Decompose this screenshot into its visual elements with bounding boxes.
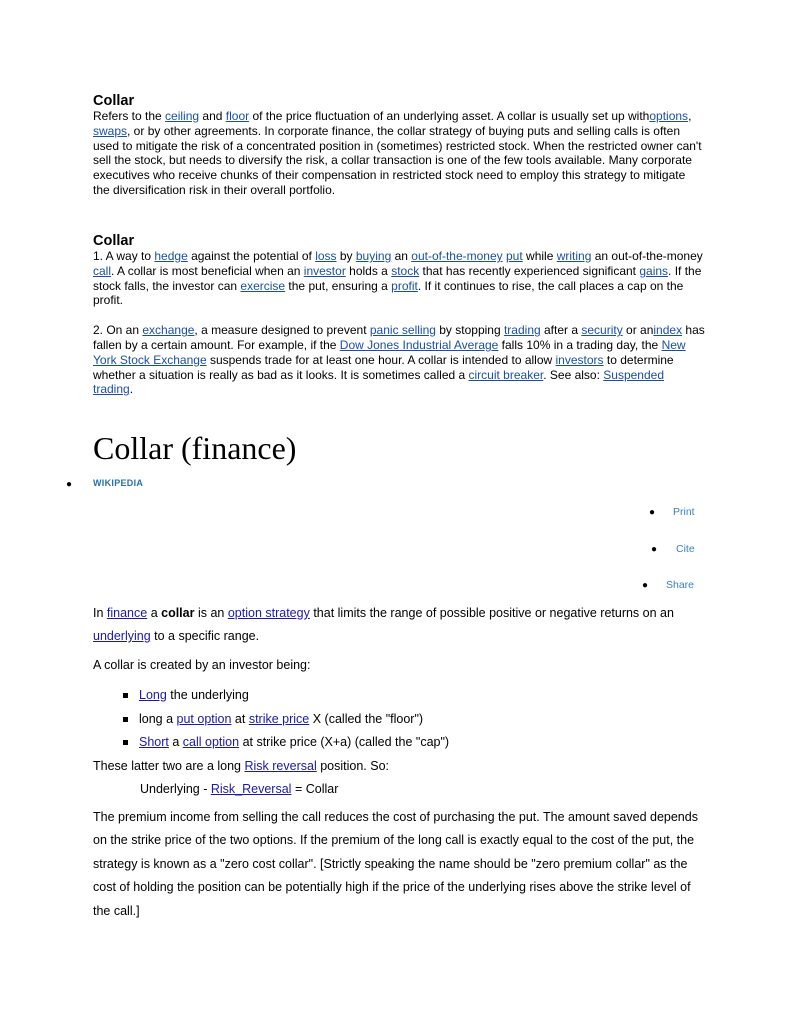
text: has fallen by a certain amount. For example, if the <box>93 323 705 352</box>
link-finance[interactable]: finance <box>106 606 148 620</box>
created-paragraph: A collar is created by an investor being: <box>93 658 311 672</box>
definition-paragraph-1 <box>93 249 705 308</box>
link-trading[interactable]: trading <box>503 323 541 338</box>
list-item <box>121 708 705 732</box>
text: , <box>688 109 692 123</box>
link-risk-reversal-formula[interactable]: Risk_Reversal <box>210 781 292 796</box>
link-investors[interactable]: investors <box>555 352 604 367</box>
link-call-option[interactable]: call option <box>182 735 240 749</box>
link-risk-reversal[interactable]: Risk reversal <box>244 758 317 773</box>
text: the underlying <box>166 688 249 702</box>
square-bullet-icon <box>123 740 128 745</box>
bullet-icon: ● <box>649 507 656 518</box>
text: the put, ensuring a <box>285 278 392 293</box>
link-circuit-breaker[interactable]: circuit breaker <box>468 367 544 382</box>
text: at <box>231 711 249 726</box>
text: by stopping <box>435 323 504 338</box>
link-option-strategy[interactable]: option strategy <box>227 606 310 620</box>
article-body <box>93 602 705 923</box>
link-out-of-the-money[interactable]: out-of-the-money <box>411 249 503 263</box>
text: after a <box>540 323 582 338</box>
text: is an <box>194 606 228 620</box>
link-gains[interactable]: gains <box>639 263 669 278</box>
link-hedge[interactable]: hedge <box>154 249 188 263</box>
formula <box>93 778 705 800</box>
text: a <box>147 606 162 620</box>
bullet-icon: ● <box>651 544 658 555</box>
text: . If it continues to rise, the call places a cap on the profit. <box>93 278 684 308</box>
position-list <box>93 684 705 755</box>
text: an out-of-the-money <box>591 249 703 263</box>
premium-paragraph: The premium income from selling the call reduces the cost of purchasing the put. The amount saved depends on the strike price of the two options. If the premium of the long call is exactly equal to the cost of the put, the strategy is known as a "zero cost collar". [Strictly speaking the name should be "zero premium collar" as the cost of holding the position can be potentially high if the price of the underlying rises above the strike level of the call.] <box>93 809 698 918</box>
text: to determine whether a situation is really as bad as it looks. It is sometimes called a <box>93 352 674 382</box>
text: In <box>93 606 107 620</box>
text: . <box>129 382 134 397</box>
text: position. So: <box>316 758 389 773</box>
link-djia[interactable]: Dow Jones Industrial Average <box>339 337 499 352</box>
text: 2. On an <box>93 323 143 338</box>
link-strike-price[interactable]: strike price <box>248 711 310 726</box>
text: . See also: <box>543 367 604 382</box>
text: 1. A way to <box>93 249 155 263</box>
bullet-icon: ● <box>66 479 73 490</box>
bullet-icon: ● <box>642 580 649 591</box>
text: suspends trade for at least one hour. A collar is intended to allow <box>206 352 556 367</box>
text: and <box>199 109 226 123</box>
article-title: Collar (finance) <box>93 430 297 466</box>
link-swaps[interactable]: swaps <box>93 123 128 138</box>
text: while <box>522 249 557 263</box>
link-writing[interactable]: writing <box>556 249 592 263</box>
link-index[interactable]: index <box>653 323 683 338</box>
link-profit[interactable]: profit <box>391 278 418 293</box>
link-short[interactable]: Short <box>139 735 169 749</box>
text: an <box>391 249 412 263</box>
text: . A collar is most beneficial when an <box>111 263 304 278</box>
link-investor[interactable]: investor <box>303 263 346 278</box>
link-floor[interactable]: floor <box>225 109 250 123</box>
link-options[interactable]: options <box>649 109 689 123</box>
text: of the price fluctuation of an underlying asset. A collar is usually set up with <box>249 109 650 123</box>
link-ceiling[interactable]: ceiling <box>165 109 200 123</box>
text: by <box>336 249 356 263</box>
link-call[interactable]: call <box>93 263 112 278</box>
link-exchange[interactable]: exchange <box>142 323 195 338</box>
print-link[interactable]: Print <box>673 506 695 518</box>
latter-paragraph <box>93 755 705 778</box>
text: holds a <box>345 263 392 278</box>
link-buying[interactable]: buying <box>355 249 392 263</box>
square-bullet-icon <box>123 693 128 698</box>
link-panic-selling[interactable]: panic selling <box>369 323 436 338</box>
link-nyse[interactable]: New York Stock Exchange <box>93 337 686 367</box>
link-put[interactable]: put <box>506 249 523 263</box>
term-collar: collar <box>161 606 195 620</box>
text: falls 10% in a trading day, the <box>498 337 662 352</box>
link-long[interactable]: Long <box>139 688 167 702</box>
list-item <box>121 684 705 708</box>
text: Underlying - <box>140 781 211 796</box>
text: that has recently experienced significant <box>419 263 640 278</box>
text: to a specific range. <box>150 629 260 643</box>
link-exercise[interactable]: exercise <box>240 278 286 293</box>
link-loss[interactable]: loss <box>315 249 337 263</box>
text: long a <box>139 711 177 726</box>
text: against the potential of <box>187 249 316 263</box>
text: , a measure designed to prevent <box>194 323 370 338</box>
text: at strike price (X+a) (called the "cap") <box>239 735 450 749</box>
link-stock[interactable]: stock <box>391 263 420 278</box>
section-title: Collar <box>93 93 135 109</box>
collar-definition-2 <box>93 233 705 397</box>
text: a <box>168 735 183 749</box>
cite-link[interactable]: Cite <box>676 543 695 555</box>
link-suspended-trading[interactable]: Suspended trading <box>93 367 664 397</box>
collar-definition-1 <box>93 93 705 198</box>
text: = Collar <box>291 781 339 796</box>
source-label: WIKIPEDIA <box>93 478 144 488</box>
section-title: Collar <box>93 233 135 249</box>
definition-paragraph-2 <box>93 323 705 397</box>
share-link[interactable]: Share <box>666 579 695 591</box>
list-item <box>121 731 705 755</box>
text: or an <box>622 323 654 338</box>
link-put-option[interactable]: put option <box>176 711 232 726</box>
text: that limits the range of possible positive or negative returns on an <box>309 606 674 620</box>
text: , or by other agreements. In corporate finance, the collar strategy of buying puts and selling calls is often used to mitigate the risk of a concentrated position in (sometimes) restricted stock. When the restricted owner can't sell the stock, but needs to diversify the risk, a collar transaction is one of the few tools available. Many corporate executives who receive chunks of their compensation in restricted stock need to employ this strategy to mitigate the diversification risk in their overall portfolio. <box>93 123 702 197</box>
text: . If the stock falls, the investor can <box>93 263 702 293</box>
text: These latter two are a long <box>93 758 245 773</box>
link-underlying[interactable]: underlying <box>93 629 151 643</box>
text: X (called the "floor") <box>309 711 424 726</box>
definition-paragraph <box>93 109 705 198</box>
text: Refers to the <box>93 109 166 123</box>
intro-paragraph <box>93 602 705 648</box>
square-bullet-icon <box>123 717 128 722</box>
link-security[interactable]: security <box>581 323 623 338</box>
